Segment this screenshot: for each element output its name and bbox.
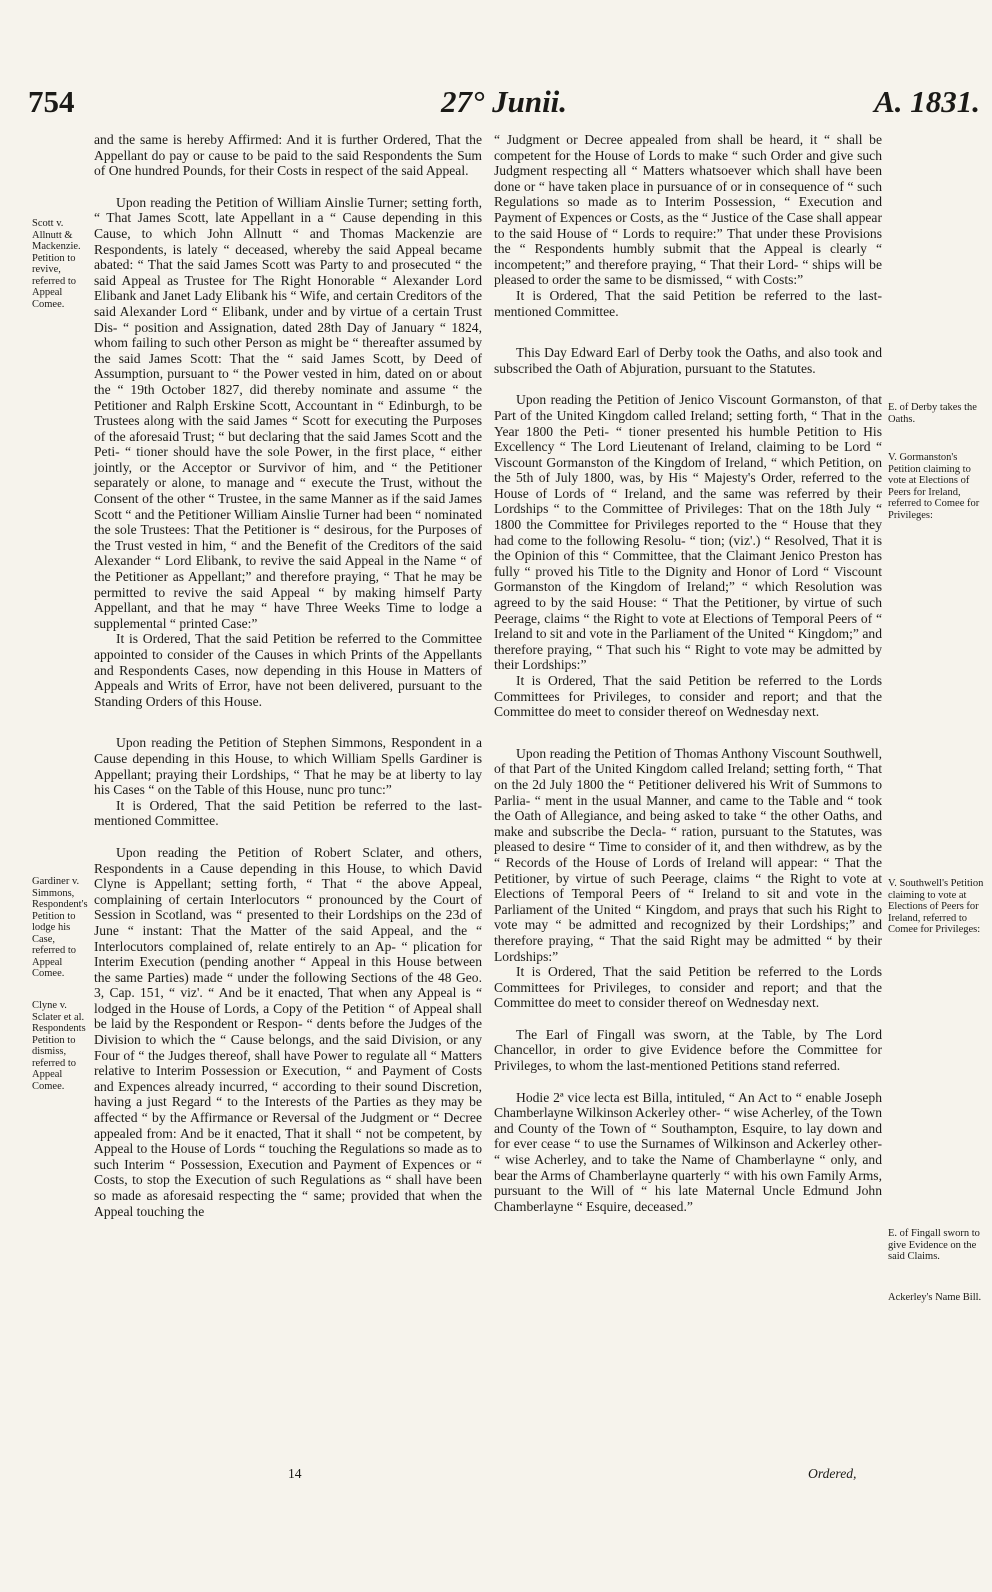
catchword: Ordered, [808,1466,857,1481]
paragraph: and the same is hereby Affirmed: And it is further Ordered, That the Appellant do pay or cause to be paid to the said Respondents the Sum of One hundred Pounds, for their Costs in respect of the said Appeal. [94,132,482,179]
paragraph-ackerley-bill: Hodie 2ª vice lecta est Billa, intituled, “ An Act to “ enable Joseph Chamberlayne Wilkinson Ackerley other- “ wise Acherley, of the Town and County of the Town of “ Southampton, Esquire, to lay down and for ever cease “ to use the Surnames of Wilkinson and Ackerley other- “ wise Acherley, and to take the Name of Chamberlayne “ only, and bear the Arms of Chamberlayne quarterly “ with his own Family Arms, pursuant to the Will of “ his late Maternal Uncle Edmund John Chamberlayne “ Esquire, deceased.” [494,1089,882,1214]
margin-note-scott: Scott v. Allnutt & Mackenzie. Petition to revive, referred to Appeal Comee. [32,218,81,310]
margin-note-southwell: V. Southwell's Petition claiming to vote at Elections of Peers for Ireland, referred to Comee for Privileges: [888,878,984,935]
left-column [94,132,482,1225]
paragraph-southwell-petition: Upon reading the Petition of Thomas Anthony Viscount Southwell, of that Part of the United Kingdom called Ireland; setting forth, “ That on the 2d July 1800 the “ Petitioner delivered his Writ of Summons to Parlia- “ ment in the usual Manner, and came to the Table and “ took the Oath of Allegiance, and being asked to take “ the other Oaths, and make and subscribe the Decla- “ ration, pursuant to the Statutes, was pleased to desire “ Time to consider of it, and then withdrew, as by the “ Records of the House of Lords of Ireland will appear: “ That the Petitioner, by virtue of such Peerage, claims “ the Right to vote at Elections of Temporal Peers of “ Ireland to sit and vote in the Parliament of the United “ Kingdom, and prays that such his Right to vote may “ be admitted and recognized by their Lordships;” and therefore praying, “ That the said Right may be admitted “ by their Lordships:” [494,745,882,964]
paragraph-order: It is Ordered, That the said Petition be referred to the Lords Committees for Privileges, to consider and report; and that the Committee do meet to consider thereof on Wednesday next. [494,673,882,720]
right-column [494,132,882,1220]
margin-note-fingall: E. of Fingall sworn to give Evidence on the said Claims. [888,1228,980,1262]
paragraph-order: It is Ordered, That the said Petition be referred to the Lords Committees for Privileges, to consider and report; and that the Committee do meet to consider thereof on Wednesday next. [494,964,882,1011]
paragraph-derby-oaths: This Day Edward Earl of Derby took the Oaths, and also took and subscribed the Oath of Abjuration, pursuant to the Statutes. [494,345,882,376]
paragraph-order: It is Ordered, That the said Petition be referred to the Committee appointed to consider of the Causes in which Prints of the Appellants and Respondents Cases, now depending in this House in Matters of Appeals and Writs of Error, have not been delivered, pursuant to the Standing Orders of this House. [94,631,482,709]
paragraph-sclater-petition: Upon reading the Petition of Robert Sclater, and others, Respondents in a Cause depending in this House, to which David Clyne is Appellant; setting forth, “ That “ the above Appeal, complaining of certain Interlocutors “ pronounced by the Court of Session in Scotland, was “ presented to their Lordships on the 23d of June “ instant: That the Matter of the said Appeal, and the “ Interlocutors complained of, relate entirely to an Ap- “ plication for Interim Execution (pending another “ Appeal in this House between the same Parties) made “ under the following Sections of the 48 Geo. 3, Cap. 151, “ viz'. “ And be it enacted, That when any Appeal is “ lodged in the House of Lords, a Copy of the Petition “ of Appeal shall be laid by the Respondent or Respon- “ dents before the Judges of the Division to which the “ Cause belongs, and the said Division, or any Four of “ the Judges thereof, shall have Power to regulate all “ Matters relative to Interim Possession or Execution, “ and Payment of Costs and Expences already incurred, “ according to their sound Discretion, having a just Regard “ to the Interests of the Parties as they may be affected “ by the Affirmance or Reversal of the Judgment or “ Decree appealed from: And be it enacted, That it shall “ not be competent, by Appeal to the House of Lords “ touching the Regulations so made as to such Interim “ Possession, Execution and Payment of Expences or “ Costs, to stop the Execution of such Regulations as “ shall have been so made as aforesaid respecting the “ same; provided that when the Appeal touching the [94,844,482,1219]
page-date: 27° Junii. [440,84,568,119]
margin-note-derby: E. of Derby takes the Oaths. [888,402,977,425]
margin-note-gardiner: Gardiner v. Simmons, Respondent's Petition to lodge his Case, referred to Appeal Comee. [32,876,88,979]
page-year: A. 1831. [874,84,980,119]
paragraph-gormanston-petition: Upon reading the Petition of Jenico Viscount Gormanston, of that Part of the United Kingdom called Ireland; setting forth, “ That in the Year 1800 the Peti- “ tioner presented his humble Petition to His Excellency “ The Lord Lieutenant of Ireland, claiming to be Lord “ Viscount Gormanston of the Kingdom of Ireland, “ which Petition, on the 5th of July 1800, was, by His “ Majesty's Order, referred to the House of Lords of “ Ireland, and the same was referred by their Lordships “ to the Committee of Privileges: That on the 18th July “ 1800 the Committee for Privileges reported to the “ House that they had come to the following Resolu- “ tion; (viz'.) “ Resolved, That it is the Opinion of this “ Committee, that the Claimant Jenico Preston has fully “ proved his Title to the Dignity and Honor of Lord “ Viscount Gormanston of the Kingdom of Ireland;” “ which Resolution was agreed to by the said House: “ That the Petitioner, by virtue of such Peerage, claims “ the Right to vote at Elections of Temporal Peers of “ Ireland to sit and vote in the Parliament of the United “ Kingdom;” and therefore praying, “ That such his “ Right to vote may be admitted by their Lordships:” [494,392,882,673]
paragraph-turner-petition: Upon reading the Petition of William Ainslie Turner; setting forth, “ That James Scott, late Appellant in a “ Cause depending in this Cause, to which John Allnutt “ and Thomas Mackenzie are Respondents, is lately “ deceased, whereby the said Appeal became abated: “ That the said James Scott was Party to and prosecuted “ the said Appeal as Trustee for The Right Honorable “ Alexander Lord Elibank and Janet Lady Elibank his “ Wife, and certain Creditors of the said Alexander Lord “ Elibank, under and by virtue of a certain Trust Dis- “ position and Assignation, dated 28th Day of January “ 1824, whom failing to such other Person as might be “ thereafter assumed by the said James Scott: That the “ said James Scott, by Deed of Assumption, pursuant to “ the Power vested in him, dated on or about the “ 19th October 1827, did thereby nominate and assume “ the Petitioner and Ralph Erskine Scott, Accountant in “ Edinburgh, to be Trustees along with the said James “ Scott for executing the Purposes of the aforesaid Trust; “ but declaring that the said James Scott and the Peti- “ tioner should have the sole Power, in the first place, “ either jointly, or the Acceptor or Survivor of him, and “ the Petitioner separately or alone, to manage and “ execute the Trust, without the Consent of the other “ Trustee, in the same Manner as if the said James Scott “ and the Petitioner William Ainslie Turner had been “ nominated the sole Trustees: That the Petitioner is “ desirous, for the Purposes of the Trust vested in him, “ and the Benefit of the Creditors of the said Alexander “ Lord Elibank, to revive the said Appeal in the Name “ of the Petitioner as Appellant;” and therefore praying, “ That he may be permitted to revive the said Appeal “ by making himself Party Appellant, and that he may “ have Three Weeks Time to lodge a supplemental “ printed Case:” [94,194,482,631]
signature-mark: 14 [288,1466,302,1481]
paragraph: “ Judgment or Decree appealed from shall be heard, it “ shall be competent for the House of Lords to make “ such Order and give such Judgment respecting all “ Matters whatsoever which shall have been done or “ have taken place in pursuance of or in consequence of “ such Regulations so made as to Interim Possession, “ Execution and Payment of Expences or Costs, as the “ Justice of the Case shall appear to the said House of “ Lords to require:” That under these Provisions the “ Respondents humbly submit that the Appeal is clearly “ incompetent;” and therefore praying, “ That their Lord- “ ships will be pleased to order the same to be dismissed, “ with Costs:” [494,132,882,288]
paragraph-order: It is Ordered, That the said Petition be referred to the last-mentioned Committee. [494,287,882,319]
paragraph-fingall-sworn: The Earl of Fingall was sworn, at the Table, by The Lord Chancellor, in order to give Evidence before the Committee for Privileges, to whom the last-mentioned Petitions stand referred. [494,1026,882,1074]
paragraph-simmons-petition: Upon reading the Petition of Stephen Simmons, Respondent in a Cause depending in this House, to which William Spells Gardiner is Appellant; praying their Lordships, “ That he may be at liberty to lay his Cases “ on the Table of this House, nunc pro tunc:” [94,735,482,798]
margin-note-clyne: Clyne v. Sclater et al. Respondents Petition to dismiss, referred to Appeal Comee. [32,1000,86,1092]
margin-note-ackerley: Ackerley's Name Bill. [888,1292,982,1303]
page-header [28,84,980,124]
page-number: 754 [28,84,75,119]
margin-note-gormanston: V. Gormanston's Petition claiming to vote at Elections of Peers for Ireland, referred to Comee for Privileges: [888,452,980,521]
paragraph-order: It is Ordered, That the said Petition be referred to the last-mentioned Committee. [94,797,482,829]
